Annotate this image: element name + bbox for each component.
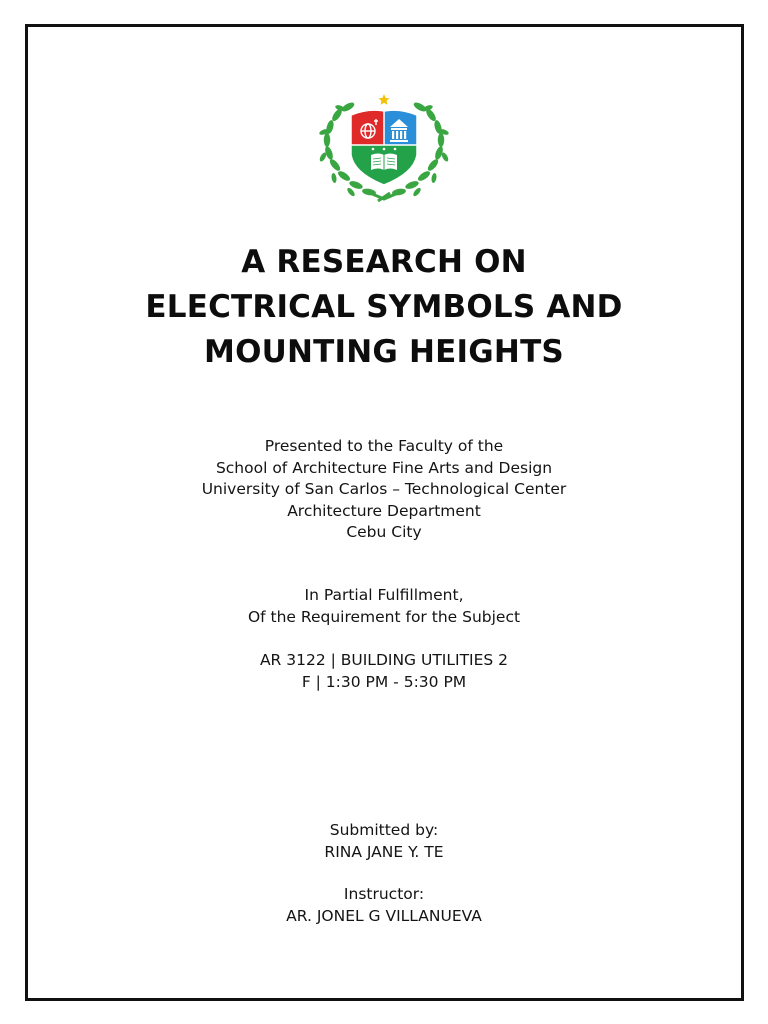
instructor-block (0, 884, 768, 927)
university-seal (318, 93, 450, 203)
ribbon-icon (370, 193, 398, 201)
school-line: School of Architecture Fine Arts and Design (215, 458, 553, 477)
subject-block (0, 650, 768, 693)
department-line: Architecture Department (287, 501, 481, 520)
instructor-label: Instructor: (343, 885, 425, 903)
fulfillment-line: In Partial Fulfillment, (304, 586, 464, 604)
requirement-line: Of the Requirement for the Subject (247, 607, 521, 626)
subject-code: AR 3122 | BUILDING UTILITIES 2 (259, 651, 509, 669)
city-line: Cebu City (346, 523, 422, 541)
student-name: RINA JANE Y. TE (324, 842, 444, 861)
subject-schedule: F | 1:30 PM - 5:30 PM (301, 672, 467, 691)
title-line: A RESEARCH ON (241, 244, 527, 280)
fulfillment-block (0, 585, 768, 628)
book-icon (371, 154, 397, 171)
star-icon (379, 94, 390, 105)
instructor-name: AR. JONEL G VILLANUEVA (286, 906, 482, 925)
title-line: MOUNTING HEIGHTS (204, 334, 564, 370)
title-line: ELECTRICAL SYMBOLS AND (145, 289, 623, 325)
document-title (0, 240, 768, 375)
shield-icon (351, 110, 417, 185)
submitted-label: Submitted by: (329, 821, 439, 839)
presented-to-block (0, 436, 768, 544)
presented-line: Presented to the Faculty of the (264, 437, 504, 455)
submitted-by-block (0, 820, 768, 863)
university-line: University of San Carlos – Technological Center (201, 480, 567, 498)
